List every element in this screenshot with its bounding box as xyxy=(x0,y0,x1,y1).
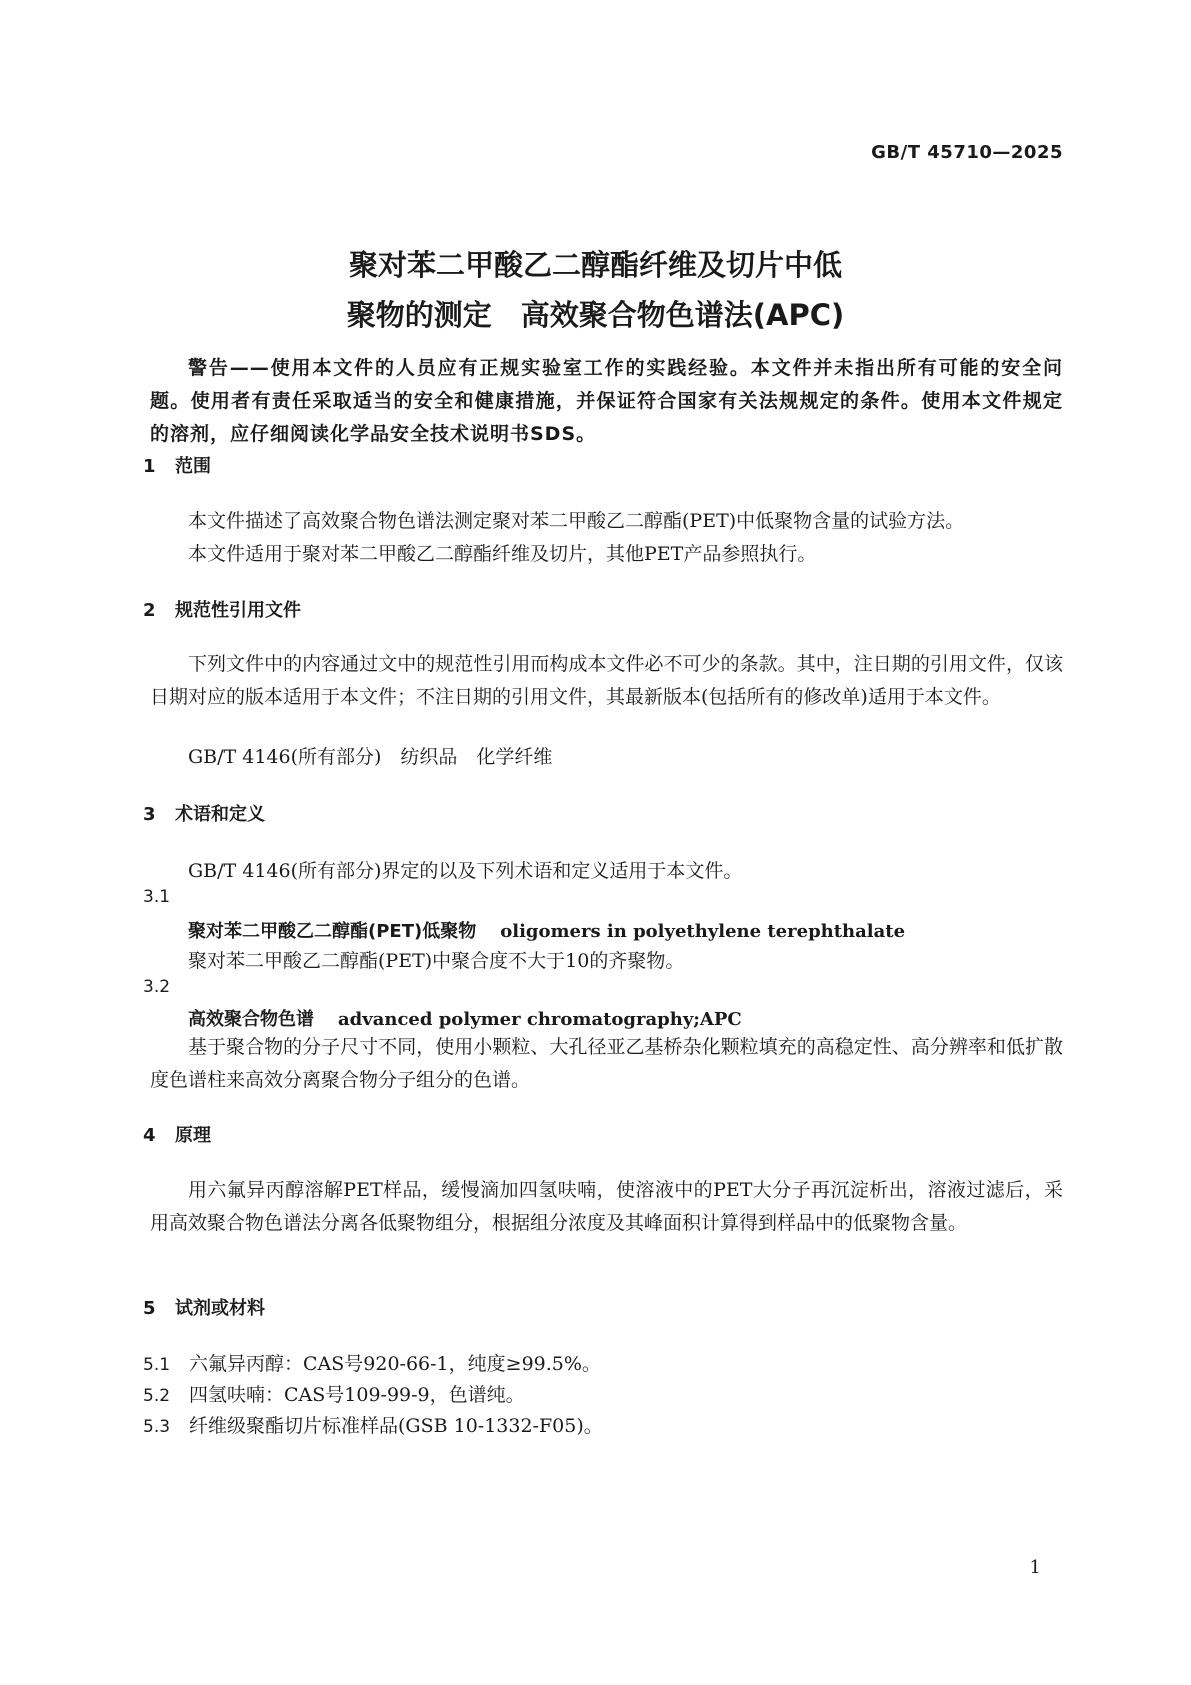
section-1-paragraph-1: 本文件描述了高效聚合物色谱法测定聚对苯二甲酸乙二醇酯(PET)中低聚物含量的试验方法。 xyxy=(188,510,965,532)
term-3-2 xyxy=(188,1005,742,1031)
section-3-heading xyxy=(143,800,265,826)
term-chinese: 聚对苯二甲酸乙二醇酯(PET)低聚物 xyxy=(188,921,477,942)
item-text: 六氟异丙醇：CAS号920-66-1，纯度≥99.5%。 xyxy=(189,1353,601,1375)
term-3-1-number: 3.1 xyxy=(143,887,171,907)
item-number: 5.2 xyxy=(143,1386,171,1406)
list-item xyxy=(143,1411,603,1438)
document-title xyxy=(0,240,1191,340)
title-line-2: 聚物的测定 高效聚合物色谱法(APC) xyxy=(346,298,845,332)
term-3-1 xyxy=(188,917,905,943)
section-1-paragraph-2: 本文件适用于聚对苯二甲酸乙二醇酯纤维及切片，其他PET产品参照执行。 xyxy=(188,543,817,565)
section-4-paragraph-1: 用六氟异丙醇溶解PET样品，缓慢滴加四氢呋喃，使溶液中的PET大分子再沉淀析出，溶液过滤后，采用高效聚合物色谱法分离各低聚物组分，根据组分浓度及其峰面积计算得到样品中的低聚物含量。 xyxy=(150,1179,1063,1234)
page-number: 1 xyxy=(1029,1557,1041,1578)
section-number: 5 xyxy=(143,1298,156,1319)
term-english: oligomers in polyethylene terephthalate xyxy=(500,921,906,942)
section-number: 2 xyxy=(143,600,156,621)
term-3-2-number: 3.2 xyxy=(143,977,171,997)
section-title: 术语和定义 xyxy=(175,804,265,825)
section-2-paragraph-1: 下列文件中的内容通过文中的规范性引用而构成本文件必不可少的条款。其中，注日期的引用文件，仅该日期对应的版本适用于本文件；不注日期的引用文件，其最新版本(包括所有的修改单)适用于本文件。 xyxy=(150,653,1063,708)
title-line-1: 聚对苯二甲酸乙二醇酯纤维及切片中低 xyxy=(348,248,842,282)
section-title: 规范性引用文件 xyxy=(175,600,301,621)
standard-code: GB/T 45710—2025 xyxy=(871,142,1063,163)
term-3-1-definition: 聚对苯二甲酸乙二醇酯(PET)中聚合度不大于10的齐聚物。 xyxy=(188,950,685,972)
term-chinese: 高效聚合物色谱 xyxy=(188,1009,314,1030)
section-2-heading xyxy=(143,596,301,622)
term-english: advanced polymer chromatography;APC xyxy=(338,1009,742,1030)
section-3-paragraph-1: GB/T 4146(所有部分)界定的以及下列术语和定义适用于本文件。 xyxy=(188,860,743,882)
section-title: 范围 xyxy=(175,456,211,477)
normative-reference: GB/T 4146(所有部分) 纺织品 化学纤维 xyxy=(188,746,553,768)
section-number: 1 xyxy=(143,456,156,477)
warning-paragraph: 警告——使用本文件的人员应有正规实验室工作的实践经验。本文件并未指出所有可能的安全问题。使用者有责任采取适当的安全和健康措施，并保证符合国家有关法规规定的条件。使用本文件规定的溶剂，应仔细阅读化学品安全技术说明书SDS。 xyxy=(150,357,1063,445)
item-number: 5.1 xyxy=(143,1355,171,1375)
section-title: 原理 xyxy=(175,1125,211,1146)
section-number: 3 xyxy=(143,804,156,825)
item-text: 纤维级聚酯切片标准样品(GSB 10-1332-F05)。 xyxy=(189,1415,603,1437)
list-item xyxy=(143,1380,525,1407)
section-1-heading xyxy=(143,452,211,478)
list-item xyxy=(143,1349,601,1376)
item-text: 四氢呋喃：CAS号109-99-9，色谱纯。 xyxy=(189,1384,525,1406)
term-3-2-definition: 基于聚合物的分子尺寸不同，使用小颗粒、大孔径亚乙基桥杂化颗粒填充的高稳定性、高分辨率和低扩散度色谱柱来高效分离聚合物分子组分的色谱。 xyxy=(150,1036,1063,1091)
section-5-heading xyxy=(143,1294,265,1320)
section-title: 试剂或材料 xyxy=(175,1298,265,1319)
section-number: 4 xyxy=(143,1125,156,1146)
section-4-heading xyxy=(143,1121,211,1147)
item-number: 5.3 xyxy=(143,1417,171,1437)
